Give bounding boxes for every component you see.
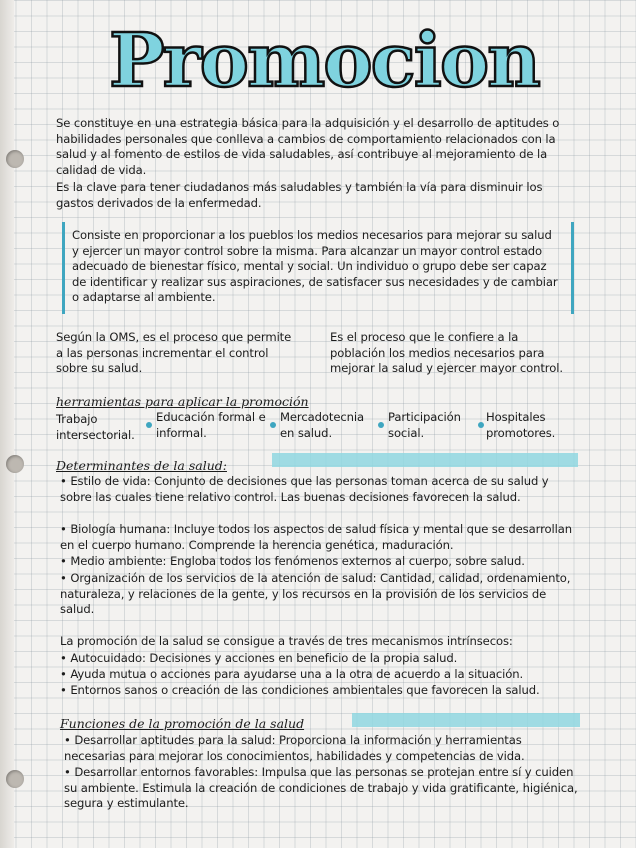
- binder-hole: [6, 770, 24, 788]
- tool-item: Mercadotecnia en salud.: [280, 410, 365, 440]
- mechanism-item: • Autocuidado: Decisiones y acciones en beneficio de la propia salud.: [60, 651, 458, 665]
- highlighter-bar: [352, 713, 580, 727]
- process-definition: Es el proceso que le confiere a la población los medios necesarios para mejorar la salud y ejercer mayor control.: [330, 330, 563, 376]
- determinant-item: • Organización de los servicios de la atención de salud: Cantidad, calidad, ordenamiento, naturaleza, y relaciones de la gente, y los recursos en la provisión de los servicios de salud.: [60, 571, 571, 617]
- highlighter-bar: [272, 453, 578, 467]
- oms-definition: Según la OMS, es el proceso que permite a las personas incrementar el control sobre su salud.: [56, 330, 292, 376]
- bullet-dot: [478, 422, 484, 428]
- function-item: • Desarrollar entornos favorables: Impulsa que las personas se protejan entre sí y cuiden su ambiente. Estimula la creación de condiciones de trabajo y vida gratificante, higiénica, segura y estimulante.: [64, 765, 578, 811]
- bullet-dot: [270, 422, 276, 428]
- definition-text: Consiste en proporcionar a los pueblos los medios necesarios para mejorar su salud y ejercer un mayor control sobre la misma. Para alcanzar un mayor control estado adecuado de bienestar físico, mental y social. Un individuo o grupo debe ser capaz de identificar y realizar sus aspiraciones, de satisfacer sus necesidades y de cambiar o adaptarse al ambiente.: [72, 228, 558, 305]
- bullet-dot: [146, 422, 152, 428]
- tool-item: Trabajo intersectorial.: [56, 412, 135, 442]
- tools-heading: herramientas para aplicar la promoción: [56, 394, 309, 409]
- mechanisms-intro: La promoción de la salud se consigue a través de tres mecanismos intrínsecos:: [60, 634, 513, 648]
- mechanism-item: • Entornos sanos o creación de las condiciones ambientales que favorecen la salud.: [60, 683, 540, 697]
- intro-paragraph: Se constituye en una estrategia básica para la adquisición y el desarrollo de aptitudes o habilidades personales que conlleva a cambios de comportamiento relacionados con la salud y al fomento de estilos de vida saludables, así contribuye al mejoramiento de la calidad de vida.: [56, 116, 560, 177]
- bullet-dot: [378, 422, 384, 428]
- tool-item: Hospitales promotores.: [486, 410, 556, 440]
- determinants-heading: Determinantes de la salud:: [56, 458, 227, 473]
- determinant-item: • Biología humana: Incluye todos los aspectos de salud física y mental que se desarrollan en el cuerpo humano. Comprende la herencia genética, maduración.: [60, 522, 572, 552]
- determinant-item: • Estilo de vida: Conjunto de decisiones que las personas toman acerca de su salud y sobre las cuales tiene relativo control. Las buenas decisiones favorecen la salud.: [60, 474, 549, 504]
- determinant-item: • Medio ambiente: Engloba todos los fenómenos externos al cuerpo, sobre salud.: [60, 554, 525, 568]
- page-edge: [0, 0, 14, 848]
- intro-paragraph-2: Es la clave para tener ciudadanos más saludables y también la vía para disminuir los gastos derivados de la enfermedad.: [56, 180, 543, 210]
- binder-hole: [6, 455, 24, 473]
- binder-hole: [6, 150, 24, 168]
- tool-item: Educación formal e informal.: [156, 410, 266, 440]
- mechanism-item: • Ayuda mutua o acciones para ayudarse una a la otra de acuerdo a la situación.: [60, 667, 524, 681]
- function-item: • Desarrollar aptitudes para la salud: Proporciona la información y herramientas necesarias para mejorar los conocimientos, habilidades y competencias de vida.: [64, 733, 525, 763]
- tool-item: Participación social.: [388, 410, 461, 440]
- page-title: Promocion: [109, 18, 539, 104]
- functions-heading: Funciones de la promoción de la salud: [60, 716, 305, 731]
